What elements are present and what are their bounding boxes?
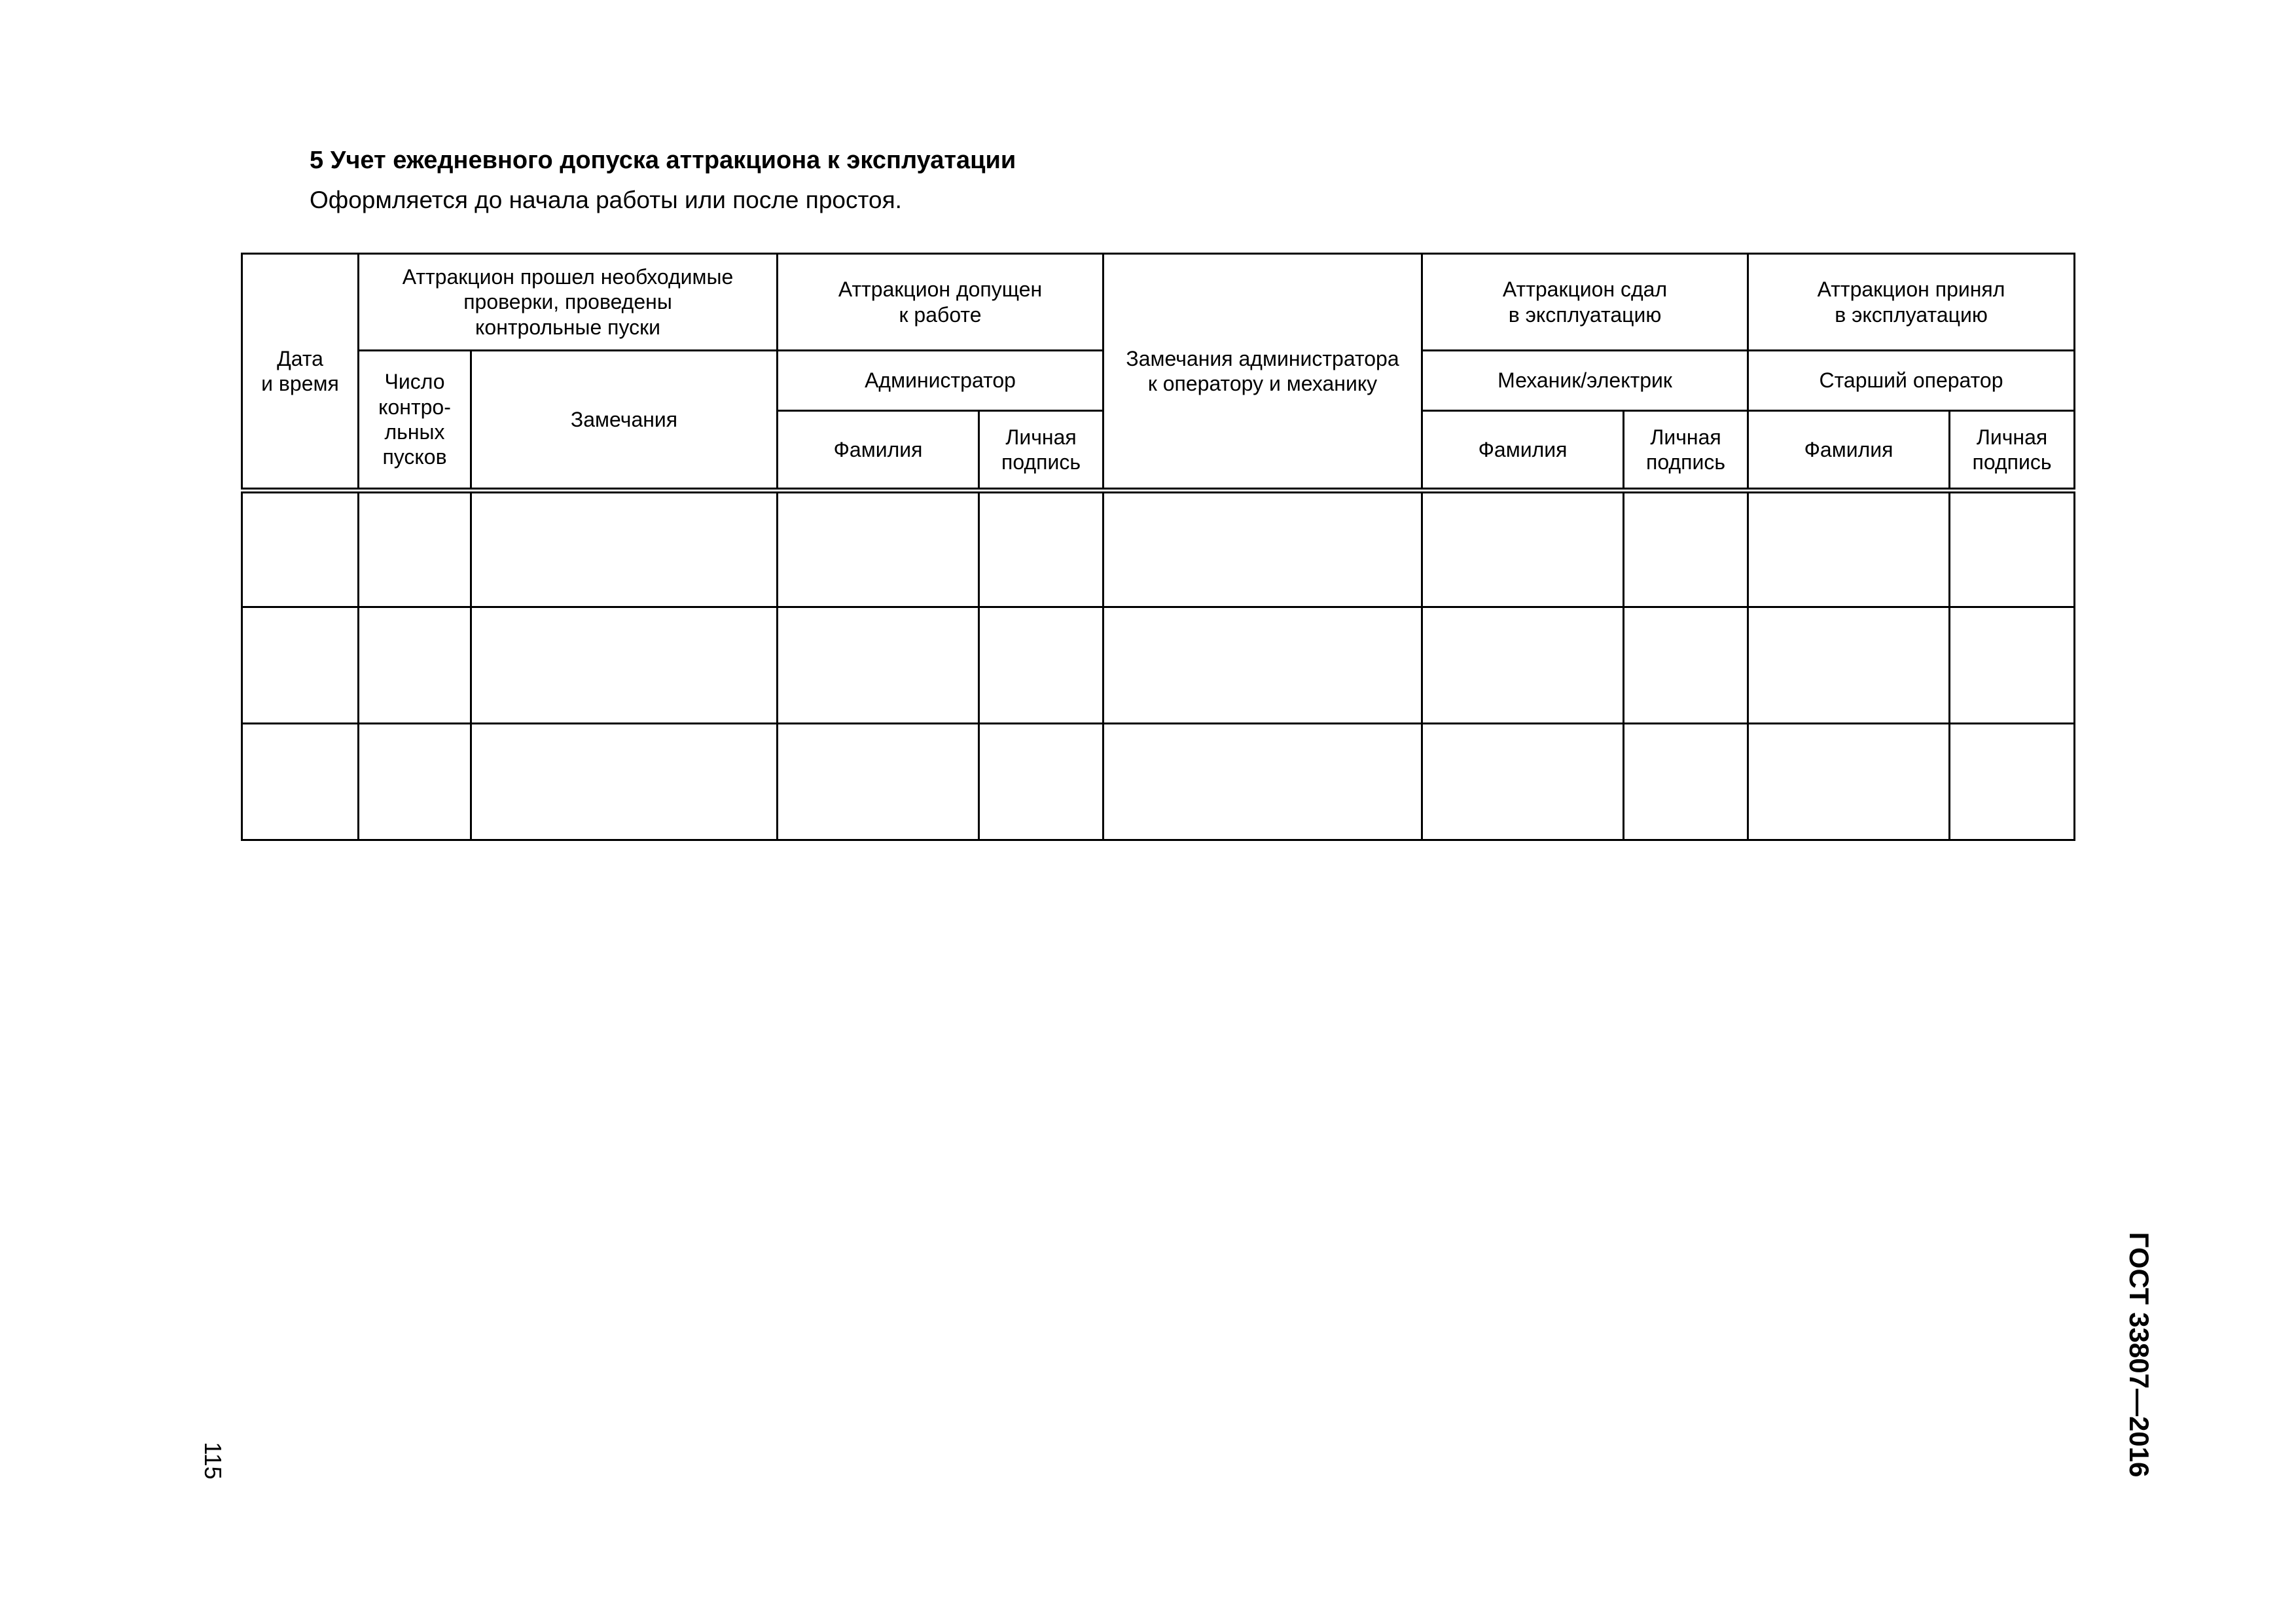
table-cell: [778, 491, 979, 607]
header-admin-surname-label: Фамилия: [833, 437, 923, 461]
table-cell: [1103, 607, 1422, 724]
header-date-time: [242, 254, 359, 491]
header-operator-surname: [1748, 411, 1950, 491]
table-cell: [471, 724, 778, 840]
header-admitted-group: [778, 254, 1103, 351]
table-cell: [471, 607, 778, 724]
header-launch-count-label: Число контро- льных пусков: [378, 370, 451, 469]
page-number: 115: [200, 1442, 226, 1480]
header-admin-signature-label: Личная подпись: [1001, 425, 1081, 474]
table-cell: [359, 724, 471, 840]
header-admin-remarks-label: Замечания администратора к оператору и механику: [1126, 346, 1399, 395]
table-cell: [1422, 607, 1624, 724]
table-cell: [242, 724, 359, 840]
table-row: [242, 607, 2075, 724]
header-remarks: [471, 351, 778, 491]
header-mechanic-signature: [1624, 411, 1748, 491]
header-mechanic: [1422, 351, 1748, 411]
table-row: [242, 491, 2075, 607]
table-cell: [1950, 607, 2075, 724]
standard-code: ГОСТ 33807—2016: [2124, 1232, 2155, 1478]
header-mechanic-signature-label: Личная подпись: [1646, 425, 1725, 474]
header-mechanic-surname: [1422, 411, 1624, 491]
section-subtitle: Оформляется до начала работы или после простоя.: [310, 187, 902, 213]
header-handed-over-group-label: Аттракцион сдал в эксплуатацию: [1502, 277, 1668, 327]
table-body: [242, 491, 2075, 840]
table-cell: [359, 491, 471, 607]
table-cell: [359, 607, 471, 724]
header-handed-over-group: [1422, 254, 1748, 351]
table-cell: [778, 724, 979, 840]
table-cell: [1103, 491, 1422, 607]
section-title: 5 Учет ежедневного допуска аттракциона к эксплуатации: [310, 147, 1016, 174]
table-cell: [1624, 491, 1748, 607]
header-checks-group-label: Аттракцион прошел необходимые проверки, проведены контрольные пуски: [402, 264, 734, 339]
table-cell: [1950, 724, 2075, 840]
admission-journal-table: [241, 253, 2075, 841]
header-admitted-group-label: Аттракцион допущен к работе: [838, 277, 1043, 327]
table-cell: [1748, 491, 1950, 607]
table-row: [242, 724, 2075, 840]
header-administrator-label: Администратор: [865, 368, 1016, 393]
header-operator-surname-label: Фамилия: [1804, 437, 1893, 461]
table-cell: [979, 607, 1103, 724]
header-admin-surname: [778, 411, 979, 491]
header-operator-signature-label: Личная подпись: [1972, 425, 2052, 474]
table-cell: [471, 491, 778, 607]
header-remarks-label: Замечания: [570, 407, 678, 431]
header-checks-group: [359, 254, 778, 351]
table-cell: [1950, 491, 2075, 607]
table-cell: [1422, 491, 1624, 607]
table-cell: [242, 607, 359, 724]
header-administrator: [778, 351, 1103, 411]
header-operator-signature: [1950, 411, 2075, 491]
table-cell: [1103, 724, 1422, 840]
table-cell: [1748, 724, 1950, 840]
header-senior-operator-label: Старший оператор: [1819, 368, 2003, 393]
header-admin-signature: [979, 411, 1103, 491]
header-accepted-group: [1748, 254, 2075, 351]
header-senior-operator: [1748, 351, 2075, 411]
table-cell: [1624, 724, 1748, 840]
header-mechanic-surname-label: Фамилия: [1478, 437, 1568, 461]
header-launch-count: [359, 351, 471, 491]
table-cell: [778, 607, 979, 724]
table-cell: [1422, 724, 1624, 840]
table-cell: [242, 491, 359, 607]
header-date-time-label: Дата и время: [261, 346, 339, 395]
table-cell: [979, 491, 1103, 607]
header-admin-remarks: [1103, 254, 1422, 491]
table-cell: [979, 724, 1103, 840]
header-mechanic-label: Механик/электрик: [1498, 368, 1672, 393]
table-cell: [1624, 607, 1748, 724]
header-accepted-group-label: Аттракцион принял в эксплуатацию: [1817, 277, 2005, 327]
table-cell: [1748, 607, 1950, 724]
